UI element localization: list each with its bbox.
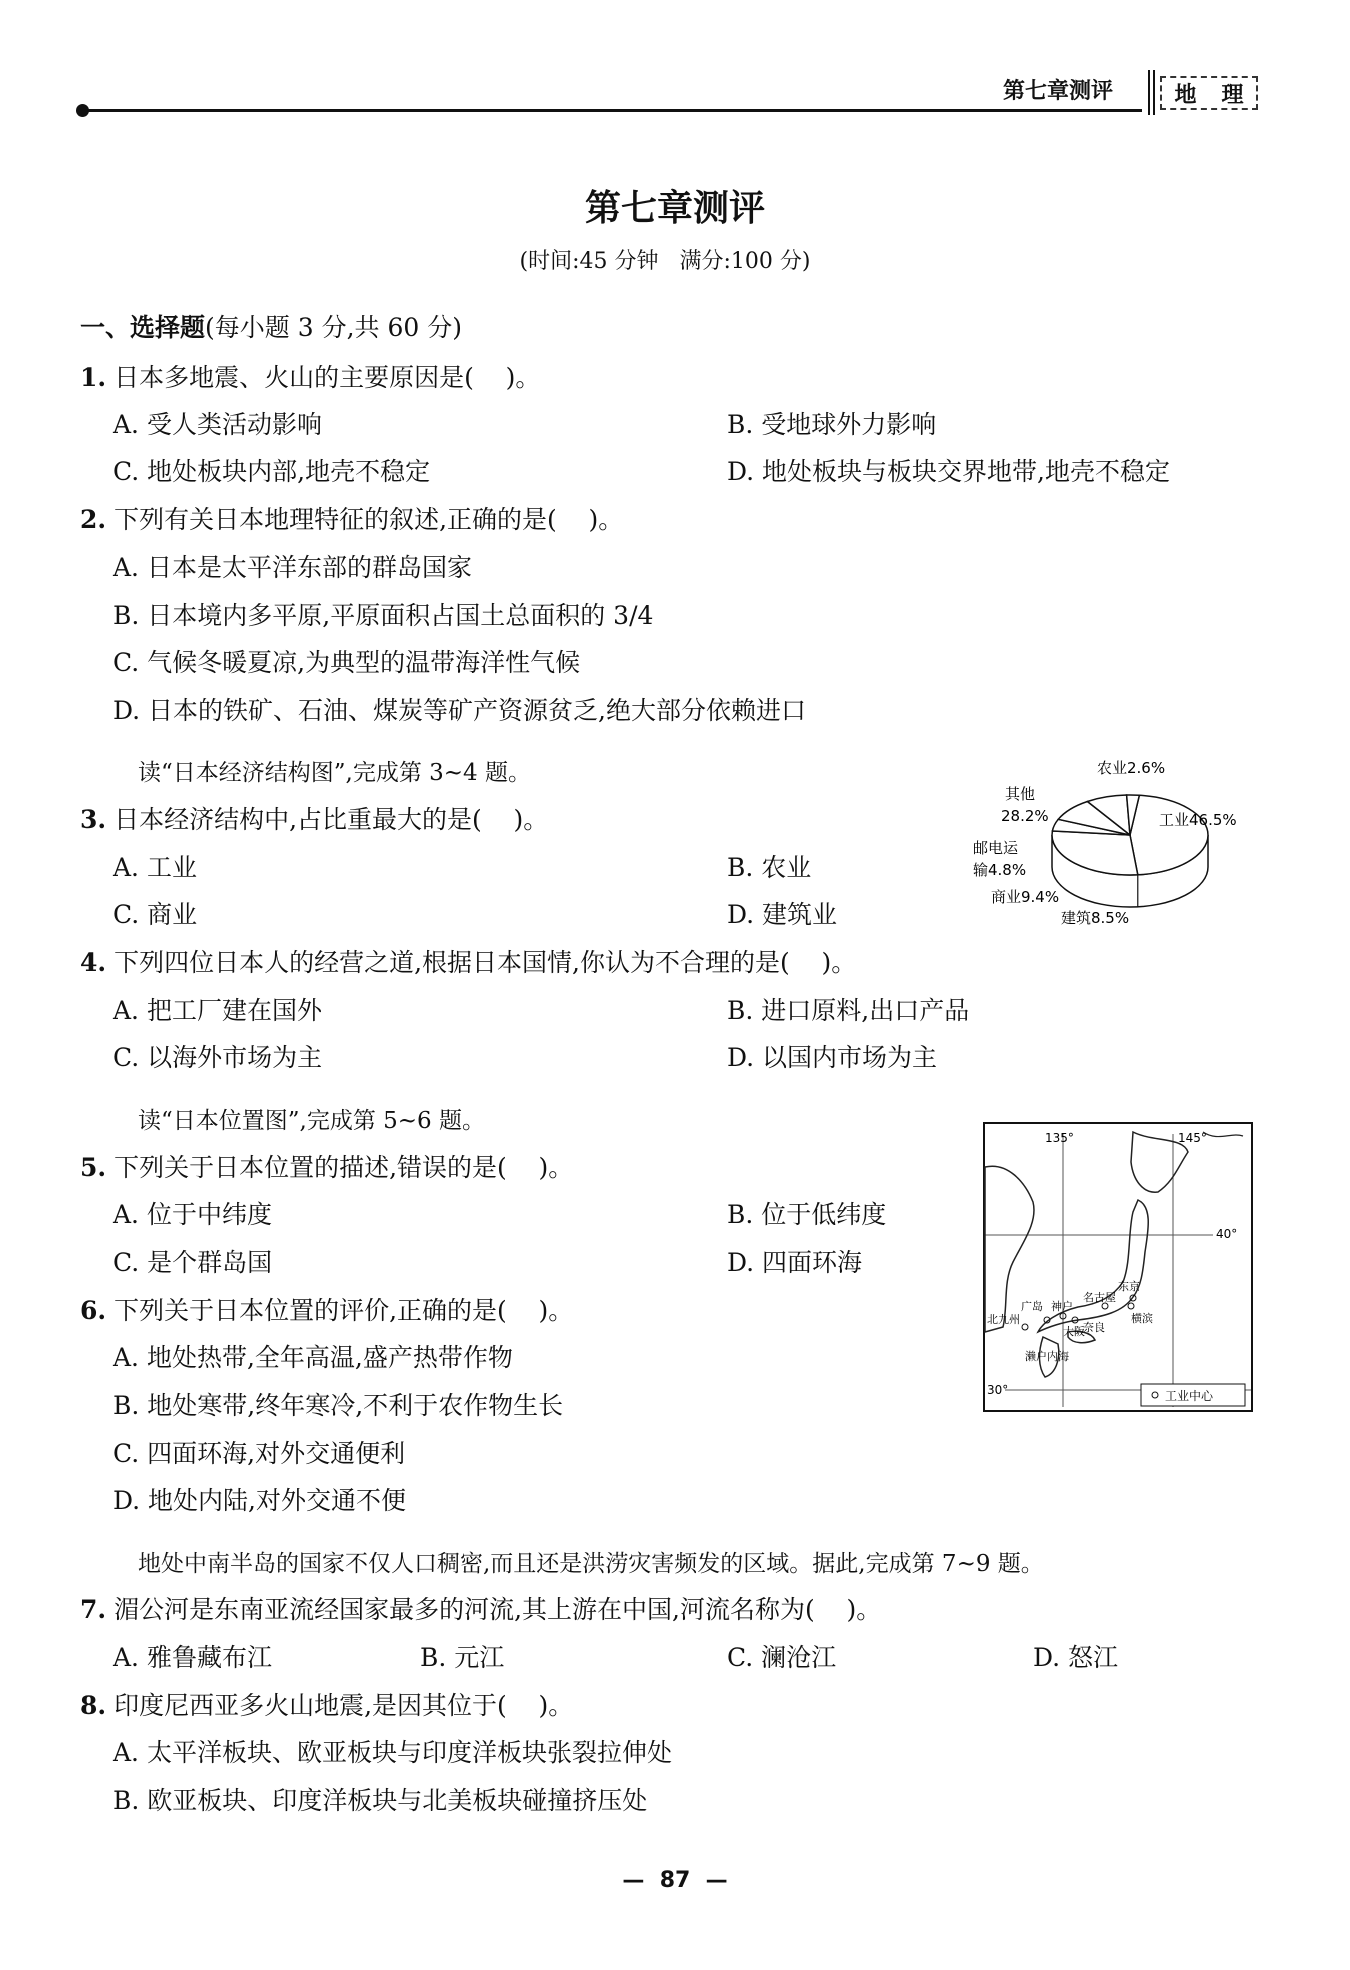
intro-q5-6: 读“日本位置图”,完成第 5~6 题。: [138, 1108, 485, 1134]
question-number: 4.: [80, 948, 107, 977]
header-rule: [82, 109, 1142, 112]
option: C. 是个群岛国: [113, 1248, 273, 1277]
option: D. 地处板块与板块交界地带,地壳不稳定: [727, 457, 1170, 486]
city-label-nara: 奈良: [1083, 1321, 1105, 1334]
page-number-value: 87: [659, 1868, 691, 1893]
economy-pie-chart: [955, 755, 1255, 935]
intro-q3-4: 读“日本经济结构图”,完成第 3~4 题。: [138, 760, 531, 786]
label-lat-30: 30°: [987, 1383, 1009, 1397]
option: B. 受地球外力影响: [727, 410, 937, 439]
city-label-kobe: 神户: [1051, 1300, 1073, 1313]
option: D. 以国内市场为主: [727, 1043, 938, 1072]
option: A. 受人类活动影响: [113, 410, 322, 439]
city-label-seto: 濑户内海: [1025, 1350, 1069, 1363]
question-5: [80, 1152, 573, 1184]
option: A. 雅鲁藏布江: [113, 1643, 272, 1672]
option: D. 建筑业: [727, 900, 838, 929]
option: B. 位于低纬度: [727, 1200, 887, 1229]
question-number: 5.: [80, 1153, 107, 1182]
label-post-name: 邮电运: [973, 839, 1019, 857]
option: B. 进口原料,出口产品: [727, 996, 970, 1025]
label-lon-145: 145°: [1178, 1131, 1207, 1145]
page-subtitle: (时间:45 分钟 满分:100 分): [519, 249, 811, 274]
question-stem: 日本多地震、火山的主要原因是( )。: [114, 363, 541, 392]
label-lat-40: 40°: [1216, 1227, 1238, 1241]
option: A. 日本是太平洋东部的群岛国家: [113, 553, 472, 582]
option: C. 地处板块内部,地壳不稳定: [113, 457, 431, 486]
label-other-value: 28.2%: [1001, 807, 1049, 825]
option: C. 商业: [113, 900, 198, 929]
option: B. 农业: [727, 853, 812, 882]
subject-char-1: 地: [1174, 82, 1197, 108]
option: C. 四面环海,对外交通便利: [113, 1439, 406, 1468]
option: A. 工业: [113, 853, 197, 882]
question-7: [80, 1594, 881, 1626]
option: B. 地处寒带,终年寒冷,不利于农作物生长: [113, 1391, 564, 1420]
city-label-hiroshima: 广岛: [1021, 1300, 1043, 1313]
option: A. 地处热带,全年高温,盛产热带作物: [113, 1343, 513, 1372]
header-separator: [1148, 70, 1155, 115]
question-number: 1.: [80, 363, 107, 392]
question-4: [80, 947, 856, 979]
header-subject-box: [1160, 76, 1258, 110]
option: D. 怒江: [1033, 1643, 1119, 1672]
label-commerce: 商业9.4%: [991, 888, 1060, 906]
page-title: 第七章测评: [584, 188, 765, 229]
question-stem: 下列关于日本位置的描述,错误的是( )。: [114, 1153, 574, 1182]
question-8: [80, 1690, 573, 1722]
question-2: [80, 504, 623, 536]
question-stem: 日本经济结构中,占比重最大的是( )。: [114, 805, 549, 834]
label-industry: 工业46.5%: [1159, 811, 1237, 829]
option: D. 四面环海: [727, 1248, 863, 1277]
question-stem: 湄公河是东南亚流经国家最多的河流,其上游在中国,河流名称为( )。: [114, 1595, 882, 1624]
option: C. 以海外市场为主: [113, 1043, 323, 1072]
city-label-tokyo: 东京: [1118, 1280, 1140, 1293]
option: B. 日本境内多平原,平原面积占国土总面积的 3/4: [113, 601, 654, 630]
question-1: [80, 362, 540, 394]
subject-char-2: 理: [1221, 82, 1244, 108]
legend-label: 工业中心: [1165, 1389, 1214, 1403]
section-heading: [80, 312, 462, 344]
label-lon-135: 135°: [1045, 1131, 1074, 1145]
option: B. 欧亚板块、印度洋板块与北美板块碰撞挤压处: [113, 1786, 648, 1815]
city-label-yokohama: 横滨: [1131, 1312, 1153, 1325]
option: C. 气候冬暖夏凉,为典型的温带海洋性气候: [113, 648, 581, 677]
question-number: 3.: [80, 805, 107, 834]
page-number: — 87 —: [622, 1868, 728, 1893]
question-number: 2.: [80, 505, 107, 534]
question-number: 6.: [80, 1296, 107, 1325]
label-other-name: 其他: [1005, 785, 1036, 803]
intro-q7-9: 地处中南半岛的国家不仅人口稠密,而且还是洪涝灾害频发的区域。据此,完成第 7~9 题。: [138, 1551, 1044, 1577]
option: C. 澜沧江: [727, 1643, 837, 1672]
question-stem: 下列四位日本人的经营之道,根据日本国情,你认为不合理的是( )。: [114, 948, 857, 977]
label-agriculture: 农业2.6%: [1097, 759, 1166, 777]
city-label-kitakyushu: 北九州: [987, 1313, 1020, 1326]
label-construction: 建筑8.5%: [1061, 909, 1130, 927]
option: A. 太平洋板块、欧亚板块与印度洋板块张裂拉伸处: [113, 1738, 672, 1767]
question-stem: 印度尼西亚多火山地震,是因其位于( )。: [114, 1691, 574, 1720]
option: D. 日本的铁矿、石油、煤炭等矿产资源贫乏,绝大部分依赖进口: [113, 696, 806, 725]
question-6: [80, 1295, 573, 1327]
city-label-nagoya: 名古屋: [1083, 1291, 1116, 1304]
section-title: 一、选择题: [80, 313, 206, 342]
japan-location-map: [983, 1122, 1253, 1412]
label-post-value: 输4.8%: [973, 861, 1027, 879]
option: A. 位于中纬度: [113, 1200, 272, 1229]
question-number: 8.: [80, 1691, 107, 1720]
city-label-osaka: 大阪: [1063, 1325, 1085, 1338]
section-note: (每小题 3 分,共 60 分): [205, 313, 462, 342]
question-3: [80, 804, 548, 836]
question-stem: 下列关于日本位置的评价,正确的是( )。: [114, 1296, 574, 1325]
question-number: 7.: [80, 1595, 107, 1624]
header-chapter-label: 第七章测评: [1003, 79, 1114, 104]
option: D. 地处内陆,对外交通不便: [113, 1486, 406, 1515]
option: A. 把工厂建在国外: [113, 996, 322, 1025]
question-stem: 下列有关日本地理特征的叙述,正确的是( )。: [114, 505, 624, 534]
option: B. 元江: [420, 1643, 505, 1672]
